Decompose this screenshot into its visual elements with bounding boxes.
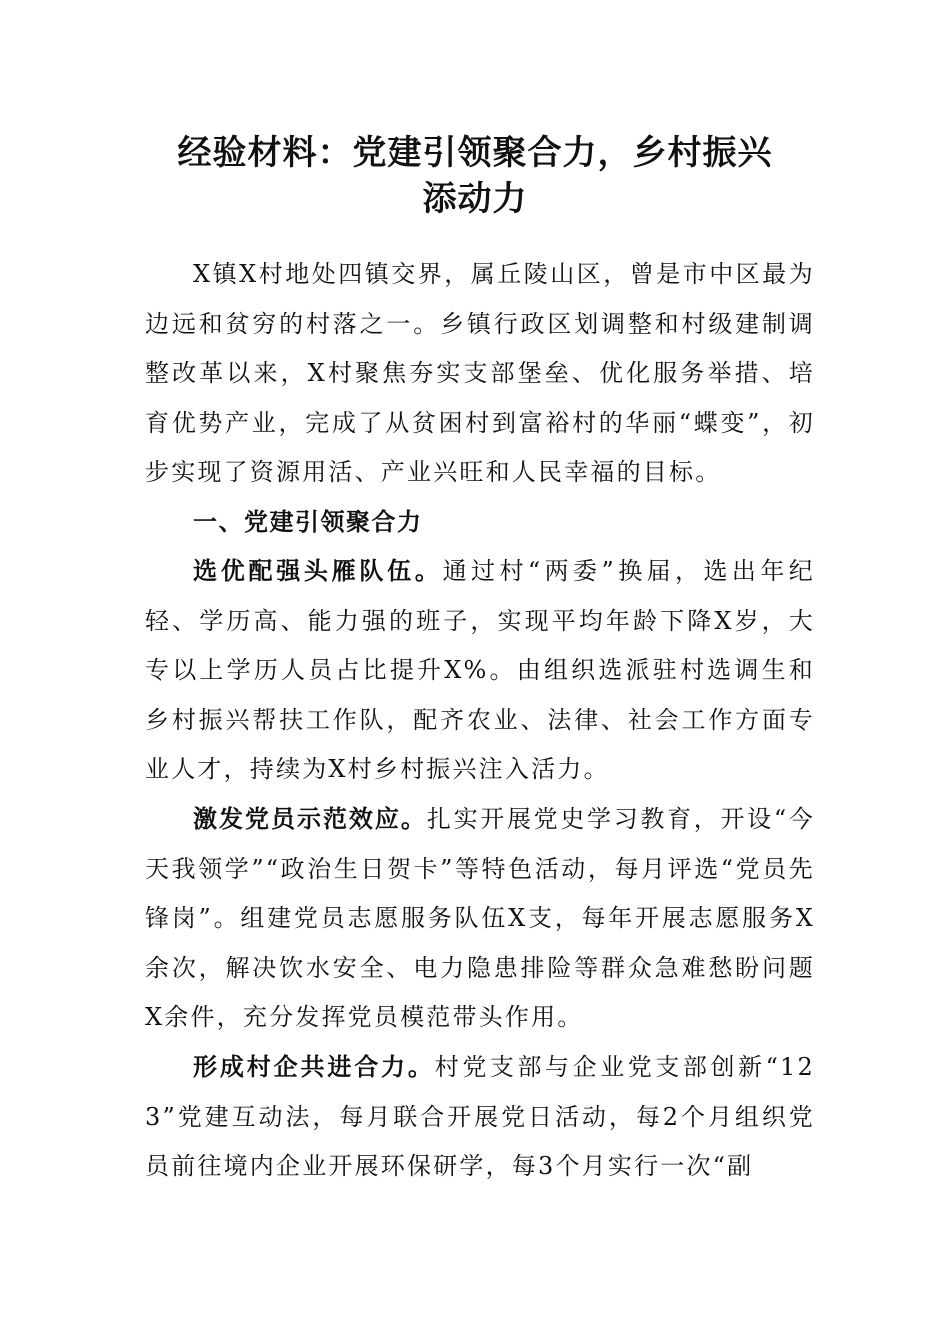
paragraph-lead: 激发党员示范效应。 xyxy=(193,805,427,833)
document-title-line-1: 经验材料：党建引领聚合力，乡村振兴 xyxy=(177,133,773,173)
paragraph-members xyxy=(145,795,815,1043)
paragraph-body: 村党支部与企业党支部创新“123”党建互动法，每月联合开展党日活动，每2个月组织党员前往境内企业开展环保研学，每3个月实行一次“副 xyxy=(145,1053,815,1180)
paragraph-team xyxy=(145,547,815,795)
section-heading: 一、党建引领聚合力 xyxy=(193,508,423,536)
paragraph-body: 扎实开展党史学习教育，开设“今天我领学”“政治生日贺卡”等特色活动，每月评选“党员先锋岗”。组建党员志愿服务队伍X支，每年开展志愿服务X余次，解决饮水安全、电力隐患排险等群众急难愁盼问题X余件，充分发挥党员模范带头作用。 xyxy=(145,805,815,1031)
document-title-line-2: 添动力 xyxy=(422,179,528,219)
paragraph-lead: 形成村企共进合力。 xyxy=(193,1053,435,1081)
paragraph-village-enterprise xyxy=(145,1043,815,1192)
paragraph-lead: 选优配强头雁队伍。 xyxy=(193,557,443,585)
intro-paragraph: X镇X村地处四镇交界，属丘陵山区，曾是市中区最为边远和贫穷的村落之一。乡镇行政区划调整和村级建制调整改革以来，X村聚焦夯实支部堡垒、优化服务举措、培育优势产业，完成了从贫困村到富裕村的华丽“蝶变”，初步实现了资源用活、产业兴旺和人民幸福的目标。 xyxy=(145,260,815,486)
paragraph-body: 通过村“两委”换届，选出年纪轻、学历高、能力强的班子，实现平均年龄下降X岁，大专以上学历人员占比提升X%。由组织选派驻村选调生和乡村振兴帮扶工作队，配齐农业、法律、社会工作方面专业人才，持续为X村乡村振兴注入活力。 xyxy=(145,557,815,783)
